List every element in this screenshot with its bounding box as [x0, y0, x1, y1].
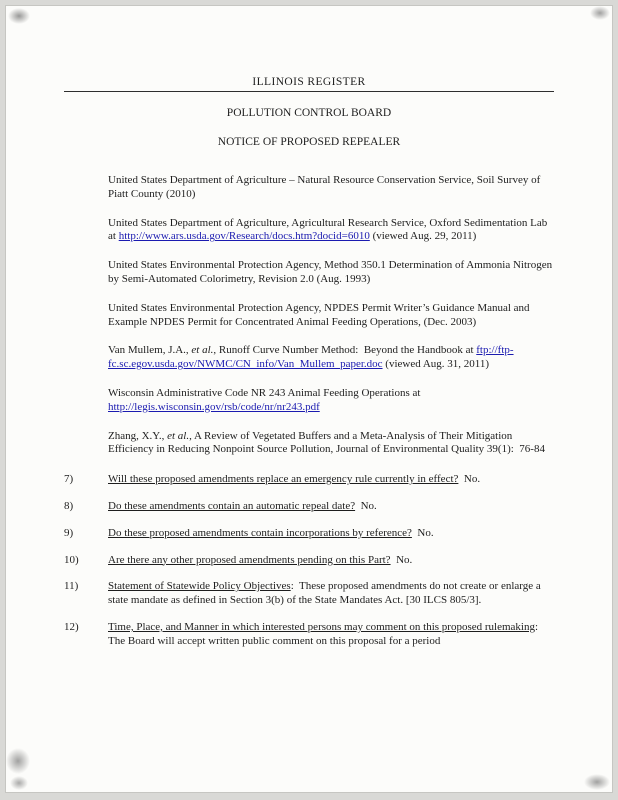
scan-artifact-bottom-right	[584, 774, 610, 790]
item-text	[108, 580, 556, 608]
text-segment: Do these amendments contain an automatic repeal date?	[108, 499, 356, 512]
text-segment: No.	[390, 553, 413, 566]
document-page	[5, 5, 613, 793]
text-segment: United States Department of Agriculture, Agricultural Research Service, Oxford Sedimentation Lab at	[108, 216, 551, 243]
item-text	[108, 500, 556, 514]
numbered-items-section	[6, 473, 612, 648]
header-divider	[64, 91, 554, 92]
text-segment: No.	[355, 499, 377, 512]
text-segment: United States Department of Agriculture – Natural Resource Conservation Service, Soil Survey of Piatt County (2010)	[108, 174, 544, 200]
item-text	[108, 527, 556, 541]
reference-paragraph	[108, 174, 554, 202]
board-name: POLLUTION CONTROL BOARD	[226, 107, 392, 119]
item-number: 10)	[64, 553, 79, 566]
item-text	[108, 621, 556, 649]
item-number: 7)	[64, 473, 74, 486]
scan-artifact-bottom-left-2	[10, 776, 28, 790]
reference-paragraph	[108, 217, 554, 245]
numbered-item	[64, 527, 556, 541]
text-segment: United States Environmental Protection Agency, Method 350.1 Determination of Ammonia Nitrogen by Semi-Automated Colorimetry, Revision 2.0 (Aug. 1993)	[108, 259, 555, 285]
reference-link[interactable]: http://www.ars.usda.gov/Research/docs.htm?docid=6010	[118, 230, 370, 243]
reference-paragraph	[108, 387, 554, 415]
item-number: 9)	[64, 526, 74, 539]
numbered-item	[64, 580, 556, 608]
item-text	[108, 554, 556, 568]
numbered-item	[64, 554, 556, 568]
reference-paragraph	[108, 430, 554, 458]
text-segment: Van Mullem, J.A.,	[108, 344, 192, 357]
text-segment: Do these proposed amendments contain incorporations by reference?	[108, 526, 412, 539]
text-segment: Time, Place, and Manner in which interested persons may comment on this proposed rulemaking	[108, 620, 535, 633]
reference-link[interactable]: http://legis.wisconsin.gov/rsb/code/nr/nr243.pdf	[108, 400, 320, 413]
reference-paragraph	[108, 259, 554, 287]
text-segment: Wisconsin Administrative Code NR 243 Animal Feeding Operations at	[108, 386, 424, 399]
text-segment: : These proposed amendments do not create or enlarge a state mandate as defined in Section 3(b) of the State Mandates Act. [30 ILCS 805/3].	[108, 580, 544, 607]
text-segment: : The Board will accept written public comment on this proposal for a period	[108, 620, 544, 647]
numbered-item	[64, 473, 556, 487]
document-header	[6, 6, 612, 148]
reference-paragraph	[108, 302, 554, 330]
numbered-item	[64, 621, 556, 649]
item-text	[108, 473, 556, 487]
item-number: 12)	[64, 620, 79, 633]
text-segment: Zhang, X.Y.,	[108, 429, 168, 442]
scan-artifact-bottom-left	[6, 748, 30, 774]
text-segment: United States Environmental Protection Agency, NPDES Permit Writer’s Guidance Manual and Example NPDES Permit for Concentrated Animal Feeding Operations, (Dec. 2003)	[108, 301, 533, 328]
numbered-item	[64, 500, 556, 514]
reference-link[interactable]: ftp://ftp-fc.sc.egov.usda.gov/NWMC/CN_info/Van_Mullem_paper.doc	[108, 344, 514, 371]
text-segment: No.	[411, 526, 434, 539]
notice-title: NOTICE OF PROPOSED REPEALER	[217, 136, 401, 148]
text-segment: et al.	[167, 429, 190, 442]
item-number: 8)	[64, 499, 74, 512]
text-segment: Are there any other proposed amendments pending on this Part?	[108, 553, 391, 566]
register-title: ILLINOIS REGISTER	[252, 76, 366, 88]
text-segment: et al.	[191, 344, 214, 357]
references-section	[108, 174, 554, 457]
reference-paragraph	[108, 344, 554, 372]
item-number: 11)	[64, 580, 79, 593]
text-segment: (viewed Aug. 31, 2011)	[382, 358, 490, 371]
text-segment: Will these proposed amendments replace an emergency rule currently in effect?	[108, 473, 459, 486]
text-segment: No.	[458, 473, 481, 486]
text-segment: Statement of Statewide Policy Objectives	[108, 580, 291, 593]
text-segment: , A Review of Vegetated Buffers and a Meta-Analysis of Their Mitigation Efficiency in Reducing Nonpoint Source Pollution, Journal of Environmental Quality 39(1): 76-84	[108, 429, 545, 456]
text-segment: , Runoff Curve Number Method: Beyond the Handbook at	[213, 344, 477, 357]
text-segment: (viewed Aug. 29, 2011)	[369, 230, 477, 243]
